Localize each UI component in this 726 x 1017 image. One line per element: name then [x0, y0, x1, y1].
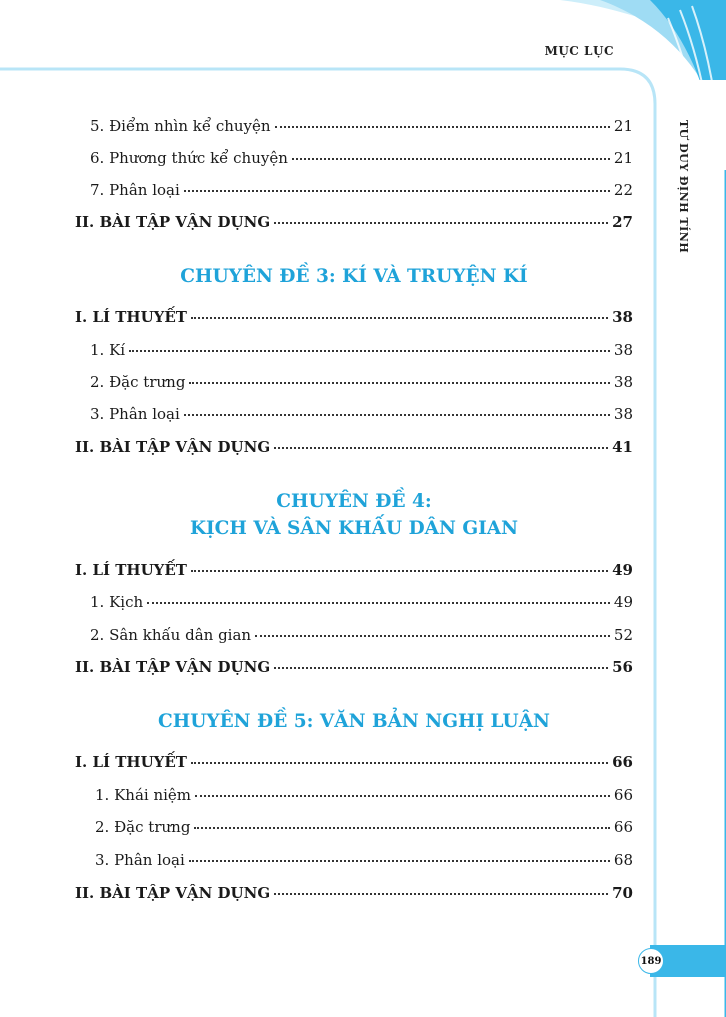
toc-entry[interactable]	[75, 308, 633, 330]
toc-entry-label: 7. Phân loại	[90, 181, 180, 199]
toc-entry-label: 6. Phương thức kể chuyện	[90, 149, 288, 167]
toc-entry-label: 1. Kí	[90, 341, 126, 359]
toc-entry-page: 66	[613, 818, 633, 836]
toc-entry[interactable]	[75, 405, 633, 427]
dot-leader	[129, 343, 610, 352]
toc-entry-label: II. BÀI TẬP VẬN DỤNG	[75, 213, 271, 231]
dot-leader	[191, 310, 608, 319]
toc-entry-page: 52	[613, 626, 633, 644]
dot-leader	[255, 628, 610, 637]
toc-entry[interactable]	[75, 561, 633, 583]
dot-leader	[184, 407, 610, 416]
page-number: 189	[638, 948, 664, 974]
toc-entry-label: I. LÍ THUYẾT	[75, 561, 187, 579]
toc-entry-page: 49	[612, 561, 633, 579]
toc-entry-page: 27	[612, 213, 633, 231]
toc-entry[interactable]	[75, 341, 633, 363]
dot-leader	[275, 119, 610, 128]
dot-leader	[274, 886, 608, 895]
toc-entry[interactable]	[75, 149, 633, 171]
toc-entry[interactable]	[75, 658, 633, 680]
toc-entry-page: 38	[612, 308, 633, 326]
toc-entry-page: 21	[613, 149, 633, 167]
toc-entry[interactable]	[75, 786, 633, 808]
toc-entry-label: I. LÍ THUYẾT	[75, 308, 187, 326]
dot-leader	[191, 755, 608, 764]
dot-leader	[195, 788, 610, 797]
toc-entry-label: 3. Phân loại	[95, 851, 185, 869]
toc-entry-label: I. LÍ THUYẾT	[75, 753, 187, 771]
toc-entry[interactable]	[75, 851, 633, 873]
toc-entry-page: 38	[613, 341, 633, 359]
dot-leader	[189, 853, 610, 862]
side-label: TƯ DUY ĐỊNH TÍNH	[677, 120, 690, 254]
section-title: KỊCH VÀ SÂN KHẤU DÂN GIAN	[189, 518, 519, 539]
dot-leader	[274, 660, 608, 669]
toc-entry[interactable]	[75, 181, 633, 203]
dot-leader	[184, 183, 610, 192]
toc-entry-page: 68	[613, 851, 633, 869]
toc-entry-page: 38	[613, 373, 633, 391]
dot-leader	[191, 563, 608, 572]
section-title: CHUYÊN ĐỀ 3: KÍ VÀ TRUYỆN KÍ	[180, 266, 528, 287]
dot-leader	[274, 215, 608, 224]
toc-entry[interactable]	[75, 117, 633, 139]
toc-entry[interactable]	[75, 438, 633, 460]
dot-leader	[147, 595, 610, 604]
toc-entry[interactable]	[75, 593, 633, 615]
toc-entry-label: 1. Kịch	[90, 593, 144, 611]
toc-entry-label: 2. Đặc trưng	[95, 818, 191, 836]
dot-leader	[292, 151, 610, 160]
toc-entry-label: II. BÀI TẬP VẬN DỤNG	[75, 438, 271, 456]
toc-entry[interactable]	[75, 373, 633, 395]
dot-leader	[194, 820, 609, 829]
toc-entry[interactable]	[75, 884, 633, 906]
toc-entry-page: 66	[612, 753, 633, 771]
section-title: CHUYÊN ĐỀ 5: VĂN BẢN NGHỊ LUẬN	[158, 711, 550, 732]
toc-entry-label: II. BÀI TẬP VẬN DỤNG	[75, 884, 271, 902]
toc-entry-page: 56	[612, 658, 633, 676]
toc-entry[interactable]	[75, 818, 633, 840]
section-title: CHUYÊN ĐỀ 4:	[276, 491, 432, 512]
toc-entry[interactable]	[75, 626, 633, 648]
toc-entry-label: 2. Đặc trưng	[90, 373, 186, 391]
toc-entry-page: 38	[613, 405, 633, 423]
dot-leader	[189, 375, 609, 384]
header-label: MỤC LỤC	[544, 44, 614, 58]
toc-entry-label: II. BÀI TẬP VẬN DỤNG	[75, 658, 271, 676]
toc-entry-label: 2. Sân khấu dân gian	[90, 626, 252, 644]
toc-entry-page: 22	[613, 181, 633, 199]
toc-entry-page: 21	[613, 117, 633, 135]
toc-entry-label: 5. Điểm nhìn kể chuyện	[90, 117, 271, 135]
toc-entry[interactable]	[75, 753, 633, 775]
toc-entry[interactable]	[75, 213, 633, 235]
toc-entry-label: 3. Phân loại	[90, 405, 180, 423]
toc-entry-page: 66	[613, 786, 633, 804]
toc-entry-page: 49	[613, 593, 633, 611]
dot-leader	[274, 440, 608, 449]
toc-entry-label: 1. Khái niệm	[95, 786, 192, 804]
toc-entry-page: 41	[612, 438, 633, 456]
toc-entry-page: 70	[612, 884, 633, 902]
